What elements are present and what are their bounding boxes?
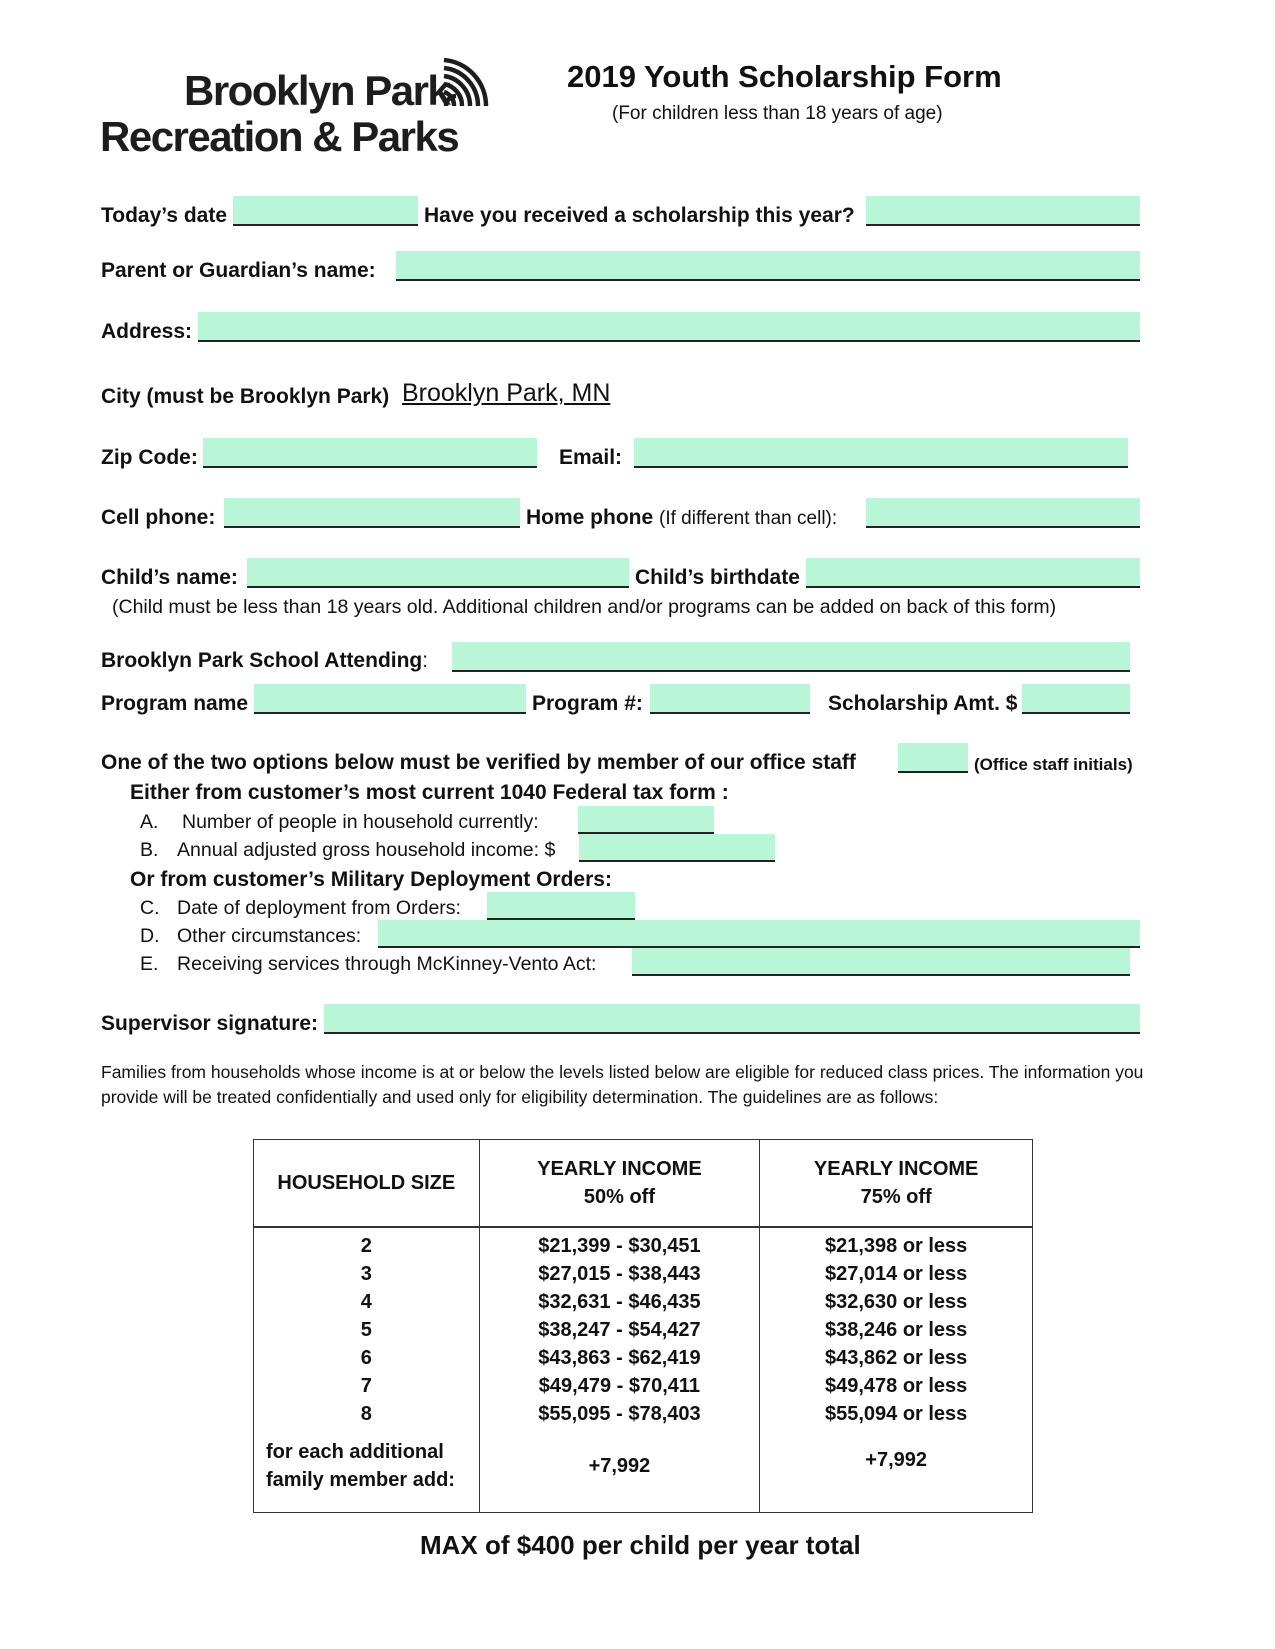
household-count-field[interactable] [578,806,714,834]
option-b-label: Annual adjusted gross household income: $ [177,839,556,861]
table-row-seventyfive: $55,094 or less [824,1403,968,1425]
table-row-seventyfive: $38,246 or less [824,1319,968,1341]
email-label: Email: [559,446,623,469]
address-label: Address: [101,320,193,343]
table-row-fifty: $55,095 - $78,403 [538,1403,701,1425]
table-row-seventyfive: $32,630 or less [824,1291,968,1313]
table-row-fifty: $27,015 - $38,443 [538,1263,701,1285]
scholarship-amount-field[interactable] [1022,684,1130,714]
school-field[interactable] [452,642,1130,672]
mckinney-vento-field[interactable] [632,948,1130,976]
option-c-letter: C. [140,897,160,919]
household-income-field[interactable] [579,834,775,862]
table-row-fifty: $32,631 - $46,435 [538,1291,701,1313]
logo-arcs-icon [442,56,498,113]
table-row-size: 2 [360,1235,372,1257]
city-label: City (must be Brooklyn Park) [101,385,390,408]
fifty-percent-column [479,1227,760,1513]
program-name-label: Program name [101,692,249,715]
table-row-size: 8 [360,1403,372,1425]
option-c-label: Date of deployment from Orders: [177,897,461,919]
table-row-size: 5 [360,1319,372,1341]
option-b-letter: B. [140,839,159,861]
header-yearly-income-50 [479,1140,760,1228]
child-birthdate-label: Child’s birthdate [635,566,800,589]
option-d-label: Other circumstances: [177,925,362,947]
household-size-column [254,1227,480,1513]
table-row-seventyfive: $27,014 or less [824,1263,968,1285]
additional-member-label-1: for each additional [266,1441,444,1463]
option-a-label: Number of people in household currently: [182,811,539,833]
child-age-note: (Child must be less than 18 years old. Additional children and/or programs can be added on back of this form) [112,596,1057,618]
income-guidelines-table [253,1139,1033,1513]
table-row-fifty: $43,863 - $62,419 [538,1347,701,1369]
program-name-field[interactable] [254,684,526,714]
zip-field[interactable] [203,438,537,468]
office-initials-field[interactable] [898,743,968,773]
deployment-date-field[interactable] [487,892,635,920]
school-label-colon: : [422,649,429,672]
additional-member-label [254,1438,479,1494]
school-label [101,649,428,673]
option-e-label: Receiving services through McKinney-Vento Act: [177,953,597,975]
table-row-size: 4 [360,1291,372,1313]
other-circumstances-field[interactable] [378,920,1140,948]
table-row-fifty: $21,399 - $30,451 [538,1235,701,1257]
cell-phone-label: Cell phone: [101,506,216,529]
todays-date-label: Today’s date [101,204,228,227]
zip-label: Zip Code: [101,446,198,469]
tax-form-heading: Either from customer’s most current 1040 Federal tax form : [130,781,729,804]
address-field[interactable] [198,312,1140,342]
child-name-label: Child’s name: [101,566,238,589]
logo-line-1: Brooklyn Park [184,67,450,114]
verification-intro: One of the two options below must be verified by member of our office staff [101,751,856,774]
guidelines-note: Families from households whose income is at or below the levels listed below are eligible for reduced class prices. The information you provide will be treated confidentially and used only for eligibility determination. The guidelines are as follows: [101,1062,1144,1107]
table-row-seventyfive: $21,398 or less [824,1235,968,1257]
table-row-fifty: $38,247 - $54,427 [538,1319,701,1341]
parent-name-label: Parent or Guardian’s name: [101,259,376,282]
header-household-size: HOUSEHOLD SIZE [254,1140,480,1228]
option-a-letter: A. [140,811,159,833]
child-name-field[interactable] [247,558,629,588]
home-phone-label [526,506,837,530]
todays-date-field[interactable] [233,196,418,226]
table-row-size: 6 [360,1347,372,1369]
table-row-size: 7 [360,1375,372,1397]
page-subtitle: (For children less than 18 years of age) [612,103,943,124]
home-phone-note: (If different than cell): [659,508,838,529]
table-row-fifty: $49,479 - $70,411 [538,1375,701,1397]
header-yearly-income-50-line1: YEARLY INCOME [537,1158,702,1180]
received-scholarship-field[interactable] [866,196,1140,226]
office-initials-note: (Office staff initials) [974,755,1133,774]
logo-line-2: Recreation & Parks [100,113,459,160]
table-row-seventyfive: $49,478 or less [824,1375,968,1397]
additional-member-label-2: family member add: [266,1469,455,1491]
seventyfive-percent-column [760,1227,1033,1513]
program-number-field[interactable] [650,684,810,714]
header-yearly-income-50-line2: 50% off [583,1186,655,1208]
page-title: 2019 Youth Scholarship Form [567,59,1002,94]
option-d-letter: D. [140,925,160,947]
scholarship-amount-label: Scholarship Amt. $ [828,692,1018,715]
cell-phone-field[interactable] [224,498,520,528]
child-birthdate-field[interactable] [806,558,1140,588]
home-phone-label-text: Home phone [526,506,654,529]
supervisor-signature-label: Supervisor signature: [101,1012,319,1035]
additional-seventyfive-value: +7,992 [865,1449,928,1471]
city-value: Brooklyn Park, MN [402,379,611,407]
header-yearly-income-75-line2: 75% off [860,1186,932,1208]
military-orders-heading: Or from customer’s Military Deployment Orders: [130,868,612,891]
table-row-size: 3 [360,1263,372,1285]
header-yearly-income-75 [760,1140,1033,1228]
supervisor-signature-field[interactable] [324,1004,1140,1034]
max-per-child-note: MAX of $400 per child per year total [420,1530,861,1560]
program-number-label: Program #: [532,692,643,715]
header-yearly-income-75-line1: YEARLY INCOME [813,1158,979,1180]
home-phone-field[interactable] [866,498,1140,528]
table-row-seventyfive: $43,862 or less [824,1347,968,1369]
received-scholarship-label: Have you received a scholarship this year? [424,204,855,227]
additional-fifty-value: +7,992 [588,1455,651,1477]
email-field[interactable] [634,438,1128,468]
parent-name-field[interactable] [396,251,1140,281]
option-e-letter: E. [140,953,159,975]
school-label-text: Brooklyn Park School Attending [101,649,423,672]
